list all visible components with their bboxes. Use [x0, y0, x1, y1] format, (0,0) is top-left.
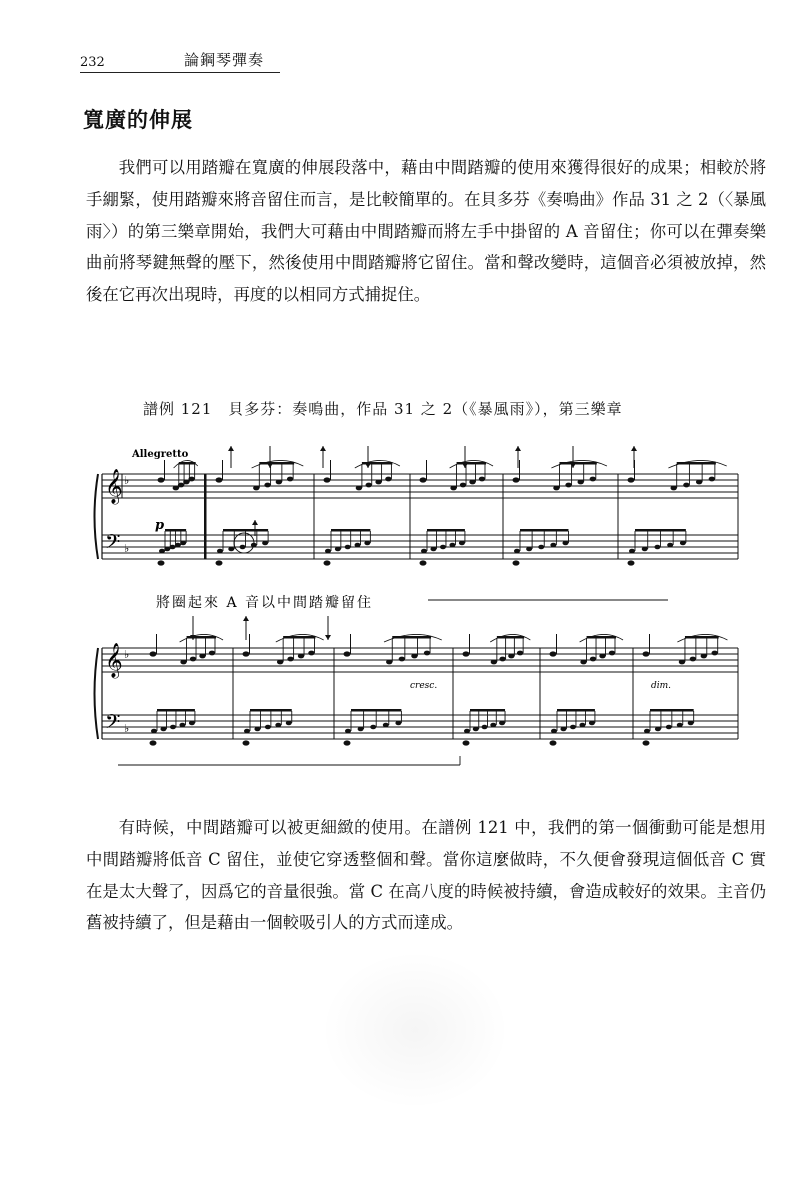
note-head [590, 657, 596, 662]
pedal-arrow-up-head [320, 446, 326, 451]
pedal-arrow-up-head [252, 520, 258, 525]
note-head [688, 721, 694, 726]
note-head [244, 729, 250, 734]
dynamic-piano: p [155, 518, 165, 533]
note-head [325, 549, 331, 554]
note-head [335, 547, 341, 552]
note-head [642, 547, 648, 552]
note-head [580, 660, 586, 665]
note-head [308, 651, 314, 656]
paragraph-text: 有時候，中間踏瓣可以被更細緻的使用。在譜例 121 中，我們的第一個衝動可能是想用中間踏瓣將低音 C 留住，並使它穿透整個和聲。當你這麼做時，不久便會發現這個低音 C 實在是太大聲了，因爲它的音量很強。當 C 在高八度的時候被持續，會造成較好的效果。主音仍舊被持續了，但是藉由一個較吸引人的方式而達成。 [86, 818, 766, 933]
note-head [243, 651, 250, 656]
note-head [344, 651, 351, 656]
note-head [609, 651, 615, 656]
note-head [298, 654, 304, 659]
note-head [277, 660, 283, 665]
treble-clef: 𝄞 [105, 469, 123, 504]
note-head [565, 483, 571, 488]
note-head [550, 543, 556, 548]
pedal-arrow-up-head [631, 446, 637, 451]
note-head [579, 723, 585, 728]
note-head [209, 651, 215, 656]
note-head [655, 727, 661, 732]
note-head [265, 725, 271, 730]
note-head [440, 545, 446, 550]
note-head [654, 545, 660, 550]
note-head [275, 723, 281, 728]
grand-staff-brace [95, 648, 99, 739]
note-head [696, 480, 702, 485]
note-head [170, 725, 176, 730]
note-head [287, 657, 293, 662]
note-head [286, 721, 292, 726]
beam [427, 529, 465, 532]
note-head [173, 486, 179, 491]
note-head [243, 740, 250, 745]
note-head [216, 560, 223, 565]
note-head [463, 651, 470, 656]
paragraph-text: 我們可以用踏瓣在寬廣的伸展段落中，藉由中間踏瓣的使用來獲得很好的成果；相較於將手綳緊，使用踏瓣來將音留住而言，是比較簡單的。在貝多芬《奏鳴曲》作品 31 之 2（〈暴風雨〉）的第三樂章開始，我們大可藉由中間踏瓣而將左手中掛留的 A 音留住；你可以在彈奏樂曲前將琴鍵無聲的壓下，然後使用中間踏瓣將它留住。當和聲改變時，這個音必須被放掉，然後在它再次出現時，再度的以相同方式捕捉住。 [86, 158, 766, 305]
key-signature-flat: ♭ [124, 542, 130, 555]
note-head [709, 477, 715, 482]
note-head [482, 725, 488, 730]
note-head [513, 560, 520, 565]
key-signature-flat: ♭ [124, 722, 130, 735]
note-head [375, 480, 381, 485]
note-head [178, 483, 184, 488]
pedal-arrow-up-head [515, 446, 521, 451]
note-head [170, 545, 176, 550]
example-caption [143, 398, 633, 419]
pedal-annotation: 將圈起來 A 音以中間踏瓣留住 [156, 595, 374, 611]
note-head [188, 477, 194, 482]
note-head [667, 543, 673, 548]
note-head [324, 560, 331, 565]
note-head [690, 657, 696, 662]
beam [223, 529, 268, 532]
beam [157, 709, 195, 712]
pedal-arrow-up-head [228, 446, 234, 451]
note-head [216, 477, 223, 482]
note-head [449, 543, 455, 548]
note-head [151, 729, 157, 734]
note-head [679, 660, 685, 665]
note-head [254, 727, 260, 732]
running-title: 論鋼琴彈奏 [184, 51, 265, 69]
beam [165, 529, 186, 532]
beam [351, 709, 401, 712]
note-head [158, 477, 165, 482]
note-head [180, 660, 186, 665]
beam [520, 529, 568, 532]
note-head [577, 480, 583, 485]
caption-label: 譜例 121 [143, 400, 213, 418]
note-head [680, 541, 686, 546]
note-head [514, 549, 520, 554]
note-head [464, 729, 470, 734]
note-head [526, 547, 532, 552]
note-head [644, 729, 650, 734]
circled-note-a [234, 533, 254, 553]
page-header [80, 48, 280, 73]
note-head [383, 723, 389, 728]
beam [250, 709, 292, 712]
note-head [560, 727, 566, 732]
faint-watermark [320, 950, 510, 1110]
note-head [479, 477, 485, 482]
note-head [420, 560, 427, 565]
key-signature-flat: ♭ [124, 648, 130, 661]
note-head [459, 541, 465, 546]
note-head [253, 486, 259, 491]
beam [331, 529, 370, 532]
pedal-arrow-down-head [325, 635, 331, 640]
pedal-arrow-down-head [462, 463, 468, 468]
note-head [499, 721, 505, 726]
note-head [199, 654, 205, 659]
crescendo-marking: cresc. [410, 681, 438, 691]
note-head [550, 651, 557, 656]
note-head [463, 740, 470, 745]
pedal-arrow-down-head [267, 463, 273, 468]
note-head [175, 543, 181, 548]
note-head [395, 721, 401, 726]
note-head [411, 654, 417, 659]
note-head [469, 480, 475, 485]
note-head [228, 547, 234, 552]
note-head [570, 725, 576, 730]
note-head [399, 657, 405, 662]
note-head [643, 740, 650, 745]
note-head [491, 660, 497, 665]
note-head [562, 541, 568, 546]
beam [557, 709, 595, 712]
music-score-example [88, 430, 768, 775]
note-head [180, 541, 186, 546]
tempo-marking: Allegretto [132, 449, 189, 460]
note-head [550, 740, 557, 745]
beam [635, 529, 686, 532]
note-head [628, 560, 635, 565]
note-head [589, 721, 595, 726]
note-head [553, 486, 559, 491]
repeat-barline [204, 474, 206, 559]
pedal-arrow-down-head [570, 463, 576, 468]
note-head [345, 545, 351, 550]
note-head [385, 477, 391, 482]
note-head [513, 477, 520, 482]
grand-staff-brace [95, 474, 99, 559]
note-head [355, 543, 361, 548]
note-head [460, 483, 466, 488]
note-head [356, 486, 362, 491]
beam [650, 709, 694, 712]
note-head [499, 657, 505, 662]
note-head [370, 725, 376, 730]
note-head [386, 660, 392, 665]
page-number: 232 [80, 55, 105, 70]
note-head [164, 547, 170, 552]
note-head [599, 654, 605, 659]
note-head [217, 549, 223, 554]
note-head [508, 654, 514, 659]
note-head [701, 654, 707, 659]
body-paragraph-2 [86, 812, 766, 939]
note-head [430, 547, 436, 552]
note-head [683, 483, 689, 488]
note-head [677, 723, 683, 728]
note-head [420, 477, 427, 482]
score-system-1 [95, 446, 739, 600]
beam [470, 709, 505, 712]
note-head [150, 651, 157, 656]
note-head [364, 541, 370, 546]
note-head [189, 721, 195, 726]
note-head [324, 477, 331, 482]
note-head [590, 477, 596, 482]
note-head [712, 651, 718, 656]
note-head [264, 483, 270, 488]
note-head [666, 725, 672, 730]
note-head [538, 545, 544, 550]
note-head [158, 560, 165, 565]
note-head [358, 727, 364, 732]
note-head [473, 727, 479, 732]
diminuendo-marking: dim. [651, 681, 672, 691]
note-head [183, 480, 189, 485]
note-head [671, 486, 677, 491]
note-head [517, 651, 523, 656]
note-head [424, 651, 430, 656]
note-head [276, 480, 282, 485]
bass-clef: 𝄢 [105, 710, 121, 738]
note-head [628, 477, 635, 482]
pedal-arrow-down-head [365, 463, 371, 468]
note-head [366, 483, 372, 488]
note-head [345, 729, 351, 734]
note-head [262, 541, 268, 546]
pedal-arrow-up-head [243, 616, 249, 621]
note-head [160, 727, 166, 732]
body-paragraph-1 [86, 152, 766, 311]
note-head [150, 740, 157, 745]
treble-clef: 𝄞 [105, 643, 123, 678]
bass-clef: 𝄢 [105, 530, 121, 558]
section-title: 寬廣的伸展 [83, 107, 193, 132]
key-signature-flat: ♭ [124, 474, 130, 487]
note-head [179, 723, 185, 728]
note-head [159, 549, 165, 554]
note-head [450, 486, 456, 491]
note-head [421, 549, 427, 554]
note-head [344, 740, 351, 745]
note-head [240, 545, 246, 550]
beam [283, 636, 315, 639]
note-head [629, 549, 635, 554]
note-head [490, 723, 496, 728]
note-head [643, 651, 650, 656]
note-head [190, 657, 196, 662]
caption-text: 貝多芬：奏鳴曲，作品 31 之 2（《暴風雨》），第三樂章 [228, 400, 623, 418]
note-head [287, 477, 293, 482]
note-head [551, 729, 557, 734]
